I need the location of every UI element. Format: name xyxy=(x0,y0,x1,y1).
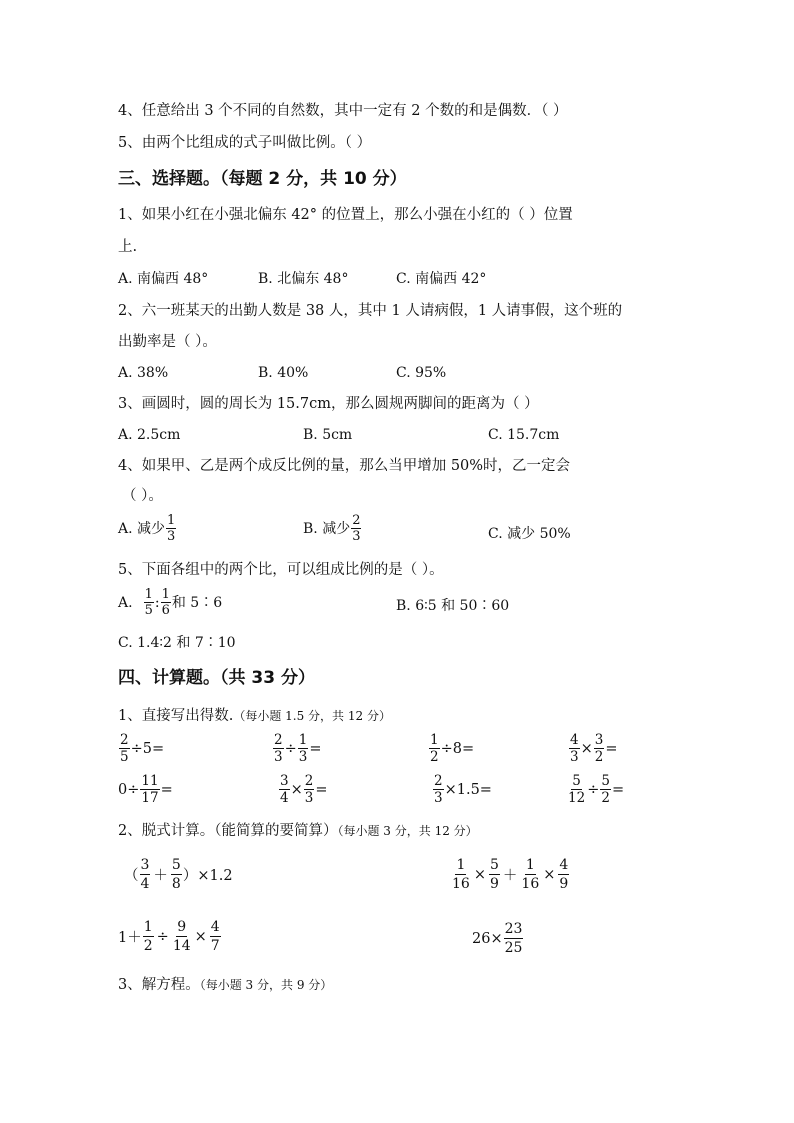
calc-item-5: 0÷ $\frac{11}{17}$ = xyxy=(118,773,173,806)
sec3-q5: 5、下面各组中的两个比，可以组成比例的是（ ）。 xyxy=(118,562,444,578)
calc-item-7: $\frac{2}{3}$ ×1.5= xyxy=(434,773,492,806)
calc-item-3: $\frac{1}{2}$ ÷8= xyxy=(430,732,475,765)
sec3-q2-line2: 出勤率是（ ）。 xyxy=(118,334,217,350)
sec3-q1-opt-b: B. 北偏东 48° xyxy=(258,271,349,287)
fraction: 1 5 xyxy=(144,587,153,618)
sec3-q5-opt-b: B. 6∶5 和 50∶60 xyxy=(396,598,510,614)
sec3-q4-opt-a: A. 减少 1 3 xyxy=(118,513,176,544)
sec3-q1-opt-a: A. 南偏西 48° xyxy=(118,271,209,287)
sec3-q5-opt-a: A. 1 5 : 1 6 和 5∶6 xyxy=(118,587,223,618)
mixed-calc-3: 1＋ $\frac{1}{2}$ ÷ $\frac{9}{14}$ × $\frac{4}{7}$ xyxy=(118,919,220,954)
sec4-part2-title: 2、脱式计算。（能简算的要简算）（每小题 3 分，共 12 分） xyxy=(118,823,478,839)
sec3-q1-line1: 1、如果小红在小强北偏东 42° 的位置上，那么小强在小红的（ ）位置 xyxy=(118,207,573,223)
fraction: 1 6 xyxy=(161,587,170,618)
sec3-q2-opt-b: B. 40% xyxy=(258,365,309,381)
sec3-q5-opt-c: C. 1.4∶2 和 7∶10 xyxy=(118,635,236,651)
judge-q5: 5、由两个比组成的式子叫做比例。（ ） xyxy=(118,135,372,151)
sec3-q4-line1: 4、如果甲、乙是两个成反比例的量，那么当甲增加 50%时，乙一定会 xyxy=(118,458,571,474)
mixed-calc-1: （ 3 4 ＋ 5 8 ）×1.2 xyxy=(124,857,233,892)
calc-item-6: $\frac{3}{4}$ × $\frac{2}{3}$ = xyxy=(280,773,328,806)
sec3-q4-opt-b: B. 减少 2 3 xyxy=(303,513,361,544)
sec3-q4-line2: （ ）。 xyxy=(122,488,163,504)
section3-title: 三、选择题。（每题 2 分，共 10 分） xyxy=(118,169,407,189)
calc-item-8: $\frac{5}{12}$ ÷ $\frac{5}{2}$ = xyxy=(568,773,625,806)
sec3-q3-opt-a: A. 2.5cm xyxy=(118,427,181,443)
mixed-calc-2: $\frac{1}{16}$ × $\frac{5}{9}$ ＋ $\frac{1}{16}$ × $\frac{4}{9}$ xyxy=(452,857,569,892)
sec3-q3-opt-b: B. 5cm xyxy=(303,427,353,443)
fraction: 1 3 xyxy=(167,513,176,544)
mixed-calc-4: 26× $\frac{23}{25}$ xyxy=(472,921,523,956)
calc-item-4: $\frac{4}{3}$ × $\frac{3}{2}$ = xyxy=(570,732,618,765)
sec3-q1-opt-c: C. 南偏西 42° xyxy=(396,271,487,287)
judge-q4: 4、任意给出 3 个不同的自然数，其中一定有 2 个数的和是偶数．（ ） xyxy=(118,103,568,119)
sec3-q3: 3、画圆时，圆的周长为 15.7cm，那么圆规两脚间的距离为（ ） xyxy=(118,396,539,412)
sec4-part3-title: 3、解方程。（每小题 3 分，共 9 分） xyxy=(118,977,333,993)
sec3-q2-opt-a: A. 38% xyxy=(118,365,169,381)
sec3-q2-opt-c: C. 95% xyxy=(396,365,447,381)
sec3-q3-opt-c: C. 15.7cm xyxy=(488,427,560,443)
sec3-q2-line1: 2、六一班某天的出勤人数是 38 人，其中 1 人请病假，1 人请事假，这个班的 xyxy=(118,303,623,319)
calc-item-1: $\frac{2}{5}$ ÷5= xyxy=(120,732,165,765)
sec3-q1-line2: 上. xyxy=(118,239,138,255)
calc-item-2: $\frac{2}{3}$ ÷ $\frac{1}{3}$ = xyxy=(274,732,322,765)
sec4-part1-title: 1、直接写出得数.（每小题 1.5 分，共 12 分） xyxy=(118,708,391,724)
fraction: 2 3 xyxy=(352,513,361,544)
sec3-q4-opt-c: C. 减少 50% xyxy=(488,526,571,542)
section4-title: 四、计算题。（共 33 分） xyxy=(118,668,315,688)
